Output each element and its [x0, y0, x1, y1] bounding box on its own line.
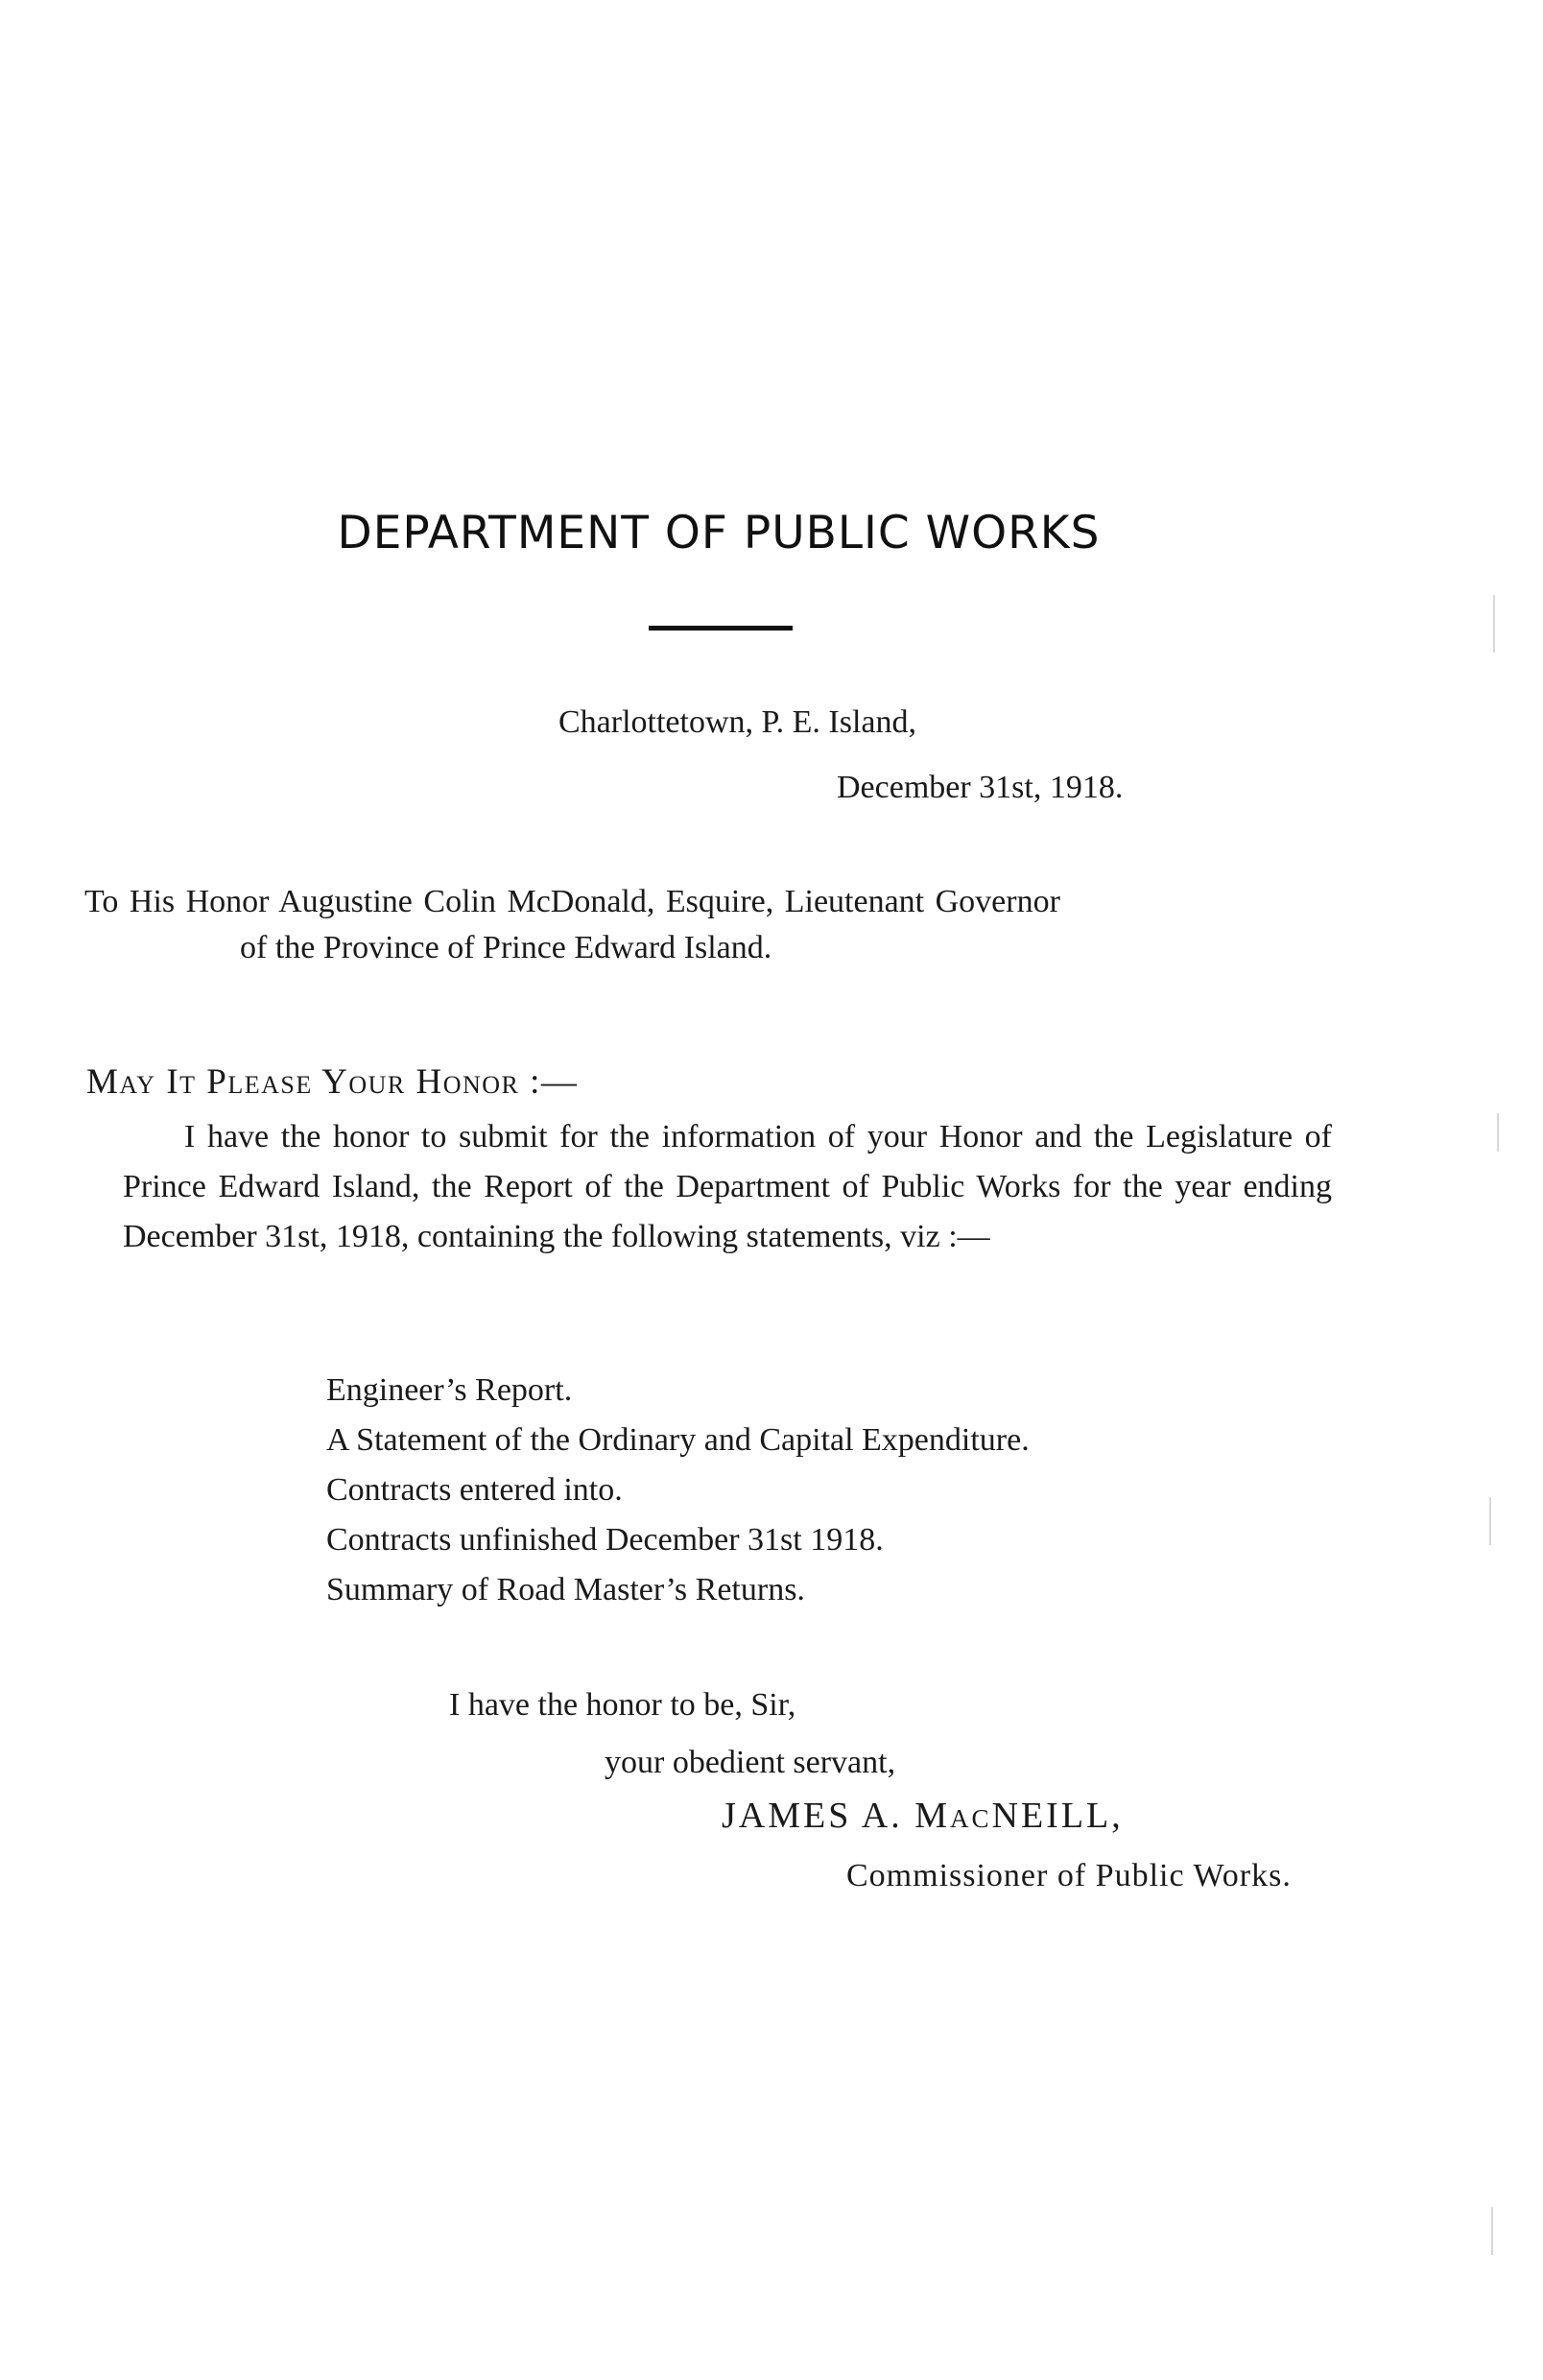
statements-list: [326, 1366, 1030, 1615]
list-item: Contracts unfinished December 31st 1918.: [326, 1522, 884, 1558]
list-item: A Statement of the Ordinary and Capital Expenditure.: [326, 1422, 1030, 1458]
page-title: DEPARTMENT OF PUBLIC WORKS: [337, 507, 1101, 559]
address-line-2: of the Province of Prince Edward Island.: [240, 930, 772, 965]
list-item: Contracts entered into.: [326, 1472, 623, 1508]
title-rule: [649, 626, 793, 631]
closing-line-2: your obedient servant,: [605, 1745, 896, 1780]
scan-edge-mark: [1497, 1113, 1499, 1152]
place-line: Charlottetown, P. E. Island,: [558, 704, 917, 740]
scan-edge-mark: [1493, 595, 1495, 653]
salutation: May It Please Your Honor :—: [86, 1062, 579, 1102]
closing-line-1: I have the honor to be, Sir,: [449, 1687, 796, 1723]
list-item: Summary of Road Master’s Returns.: [326, 1572, 805, 1607]
address-line-1: To His Honor Augustine Colin McDonald, Esquire, Lieutenant Governor: [84, 884, 1060, 919]
scan-edge-mark: [1489, 1497, 1491, 1545]
signatory-title: Commissioner of Public Works.: [846, 1858, 1292, 1893]
signatory-name: JAMES A. MacNEILL,: [722, 1796, 1124, 1836]
list-item: Engineer’s Report.: [326, 1372, 573, 1408]
body-paragraph: I have the honor to submit for the information of your Honor and the Legislature of Prince Edward Island, the Report of the Department of Public Works for the year ending December 31st, 1918, containing the following statements, viz :—: [123, 1119, 1332, 1254]
scan-edge-mark: [1491, 2207, 1493, 2255]
date-line: December 31st, 1918.: [837, 770, 1124, 805]
